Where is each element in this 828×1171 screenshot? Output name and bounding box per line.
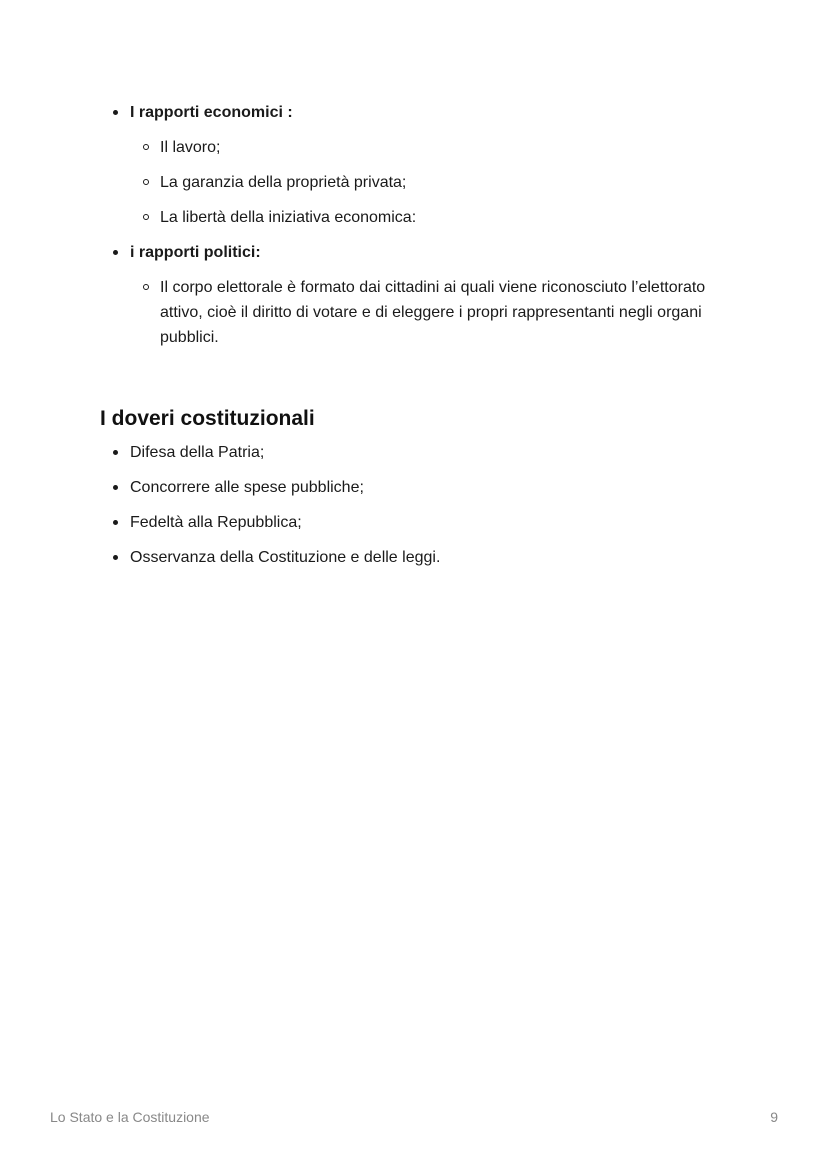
list-heading-economic: I rapporti economici : xyxy=(130,104,293,121)
sub-list-item: Il corpo elettorale è formato dai cittadini ai quali viene riconosciuto l’elettorato attivo, cioè il diritto di votare e di eleggere i propri rappresentanti negli organi pubblici. xyxy=(160,275,750,350)
section-title: I doveri costituzionali xyxy=(100,407,315,430)
sub-list-item: La libertà della iniziativa economica: xyxy=(160,205,750,230)
page-number: 9 xyxy=(770,1109,778,1125)
list-item xyxy=(130,240,750,350)
list-item: Difesa della Patria; xyxy=(130,440,750,465)
sub-list-item: La garanzia della proprietà privata; xyxy=(160,170,750,195)
sub-list-economic xyxy=(130,135,750,230)
list-item xyxy=(130,100,750,230)
list-heading-political: i rapporti politici: xyxy=(130,244,261,261)
duties-list xyxy=(130,440,750,580)
sub-list-item: Il lavoro; xyxy=(160,135,750,160)
footer-title: Lo Stato e la Costituzione xyxy=(50,1109,210,1125)
list-item: Concorrere alle spese pubbliche; xyxy=(130,475,750,500)
list-item: Fedeltà alla Repubblica; xyxy=(130,510,750,535)
sub-list-political xyxy=(130,275,750,350)
list-item: Osservanza della Costituzione e delle leggi. xyxy=(130,545,750,570)
rights-list xyxy=(130,100,750,360)
